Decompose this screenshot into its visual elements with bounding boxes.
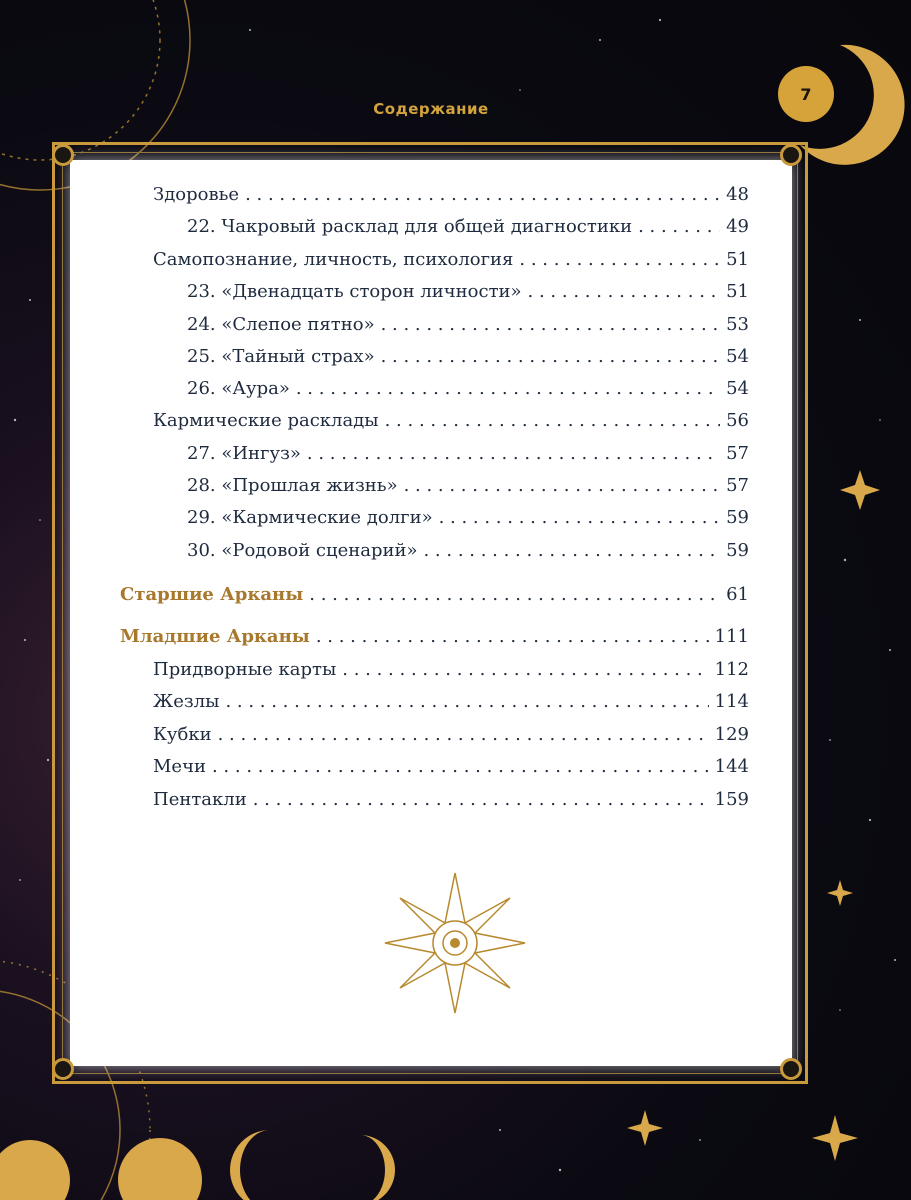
toc-entry[interactable]: 28. «Прошлая жизнь» . . . 57: [187, 475, 749, 496]
toc-entry[interactable]: Здоровье . . . 48: [153, 184, 749, 205]
toc-entry[interactable]: 22. Чакровый расклад для общей диагностики . . . 49: [187, 216, 749, 237]
frame-corner-ornament: [52, 1058, 74, 1080]
frame-corner-ornament: [52, 144, 74, 166]
frame-corner-ornament: [780, 144, 802, 166]
toc-entry[interactable]: 27. «Ингуз» . . . 57: [187, 443, 749, 464]
toc-entry[interactable]: Жезлы . . . 114: [153, 691, 749, 712]
toc-entry[interactable]: Кубки . . . 129: [153, 724, 749, 745]
toc-entry[interactable]: 24. «Слепое пятно» . . . 53: [187, 314, 749, 335]
toc-entry[interactable]: Пентакли . . . 159: [153, 789, 749, 810]
toc-entry[interactable]: 23. «Двенадцать сторон личности» . . . 51: [187, 281, 749, 302]
toc-entry[interactable]: Кармические расклады . . . 56: [153, 410, 749, 431]
frame-corner-ornament: [780, 1058, 802, 1080]
toc-section-entry[interactable]: Старшие Арканы . . . 61: [120, 584, 749, 605]
page-number-badge: 7: [778, 66, 834, 122]
toc-entry[interactable]: 26. «Аура» . . . 54: [187, 378, 749, 399]
toc-entry[interactable]: 29. «Кармические долги» . . . 59: [187, 507, 749, 528]
toc-entry[interactable]: 30. «Родовой сценарий» . . . 59: [187, 540, 749, 561]
sun-ornament-icon: [380, 868, 530, 1018]
toc-entry[interactable]: Самопознание, личность, психология . . . 51: [153, 249, 749, 270]
toc-entry[interactable]: Мечи . . . 144: [153, 756, 749, 777]
toc-entry[interactable]: 25. «Тайный страх» . . . 54: [187, 346, 749, 367]
toc-entry[interactable]: Придворные карты . . . 112: [153, 659, 749, 680]
toc-section-entry[interactable]: Младшие Арканы . . . 111: [120, 626, 749, 647]
page-section-title: Содержание: [373, 100, 489, 118]
